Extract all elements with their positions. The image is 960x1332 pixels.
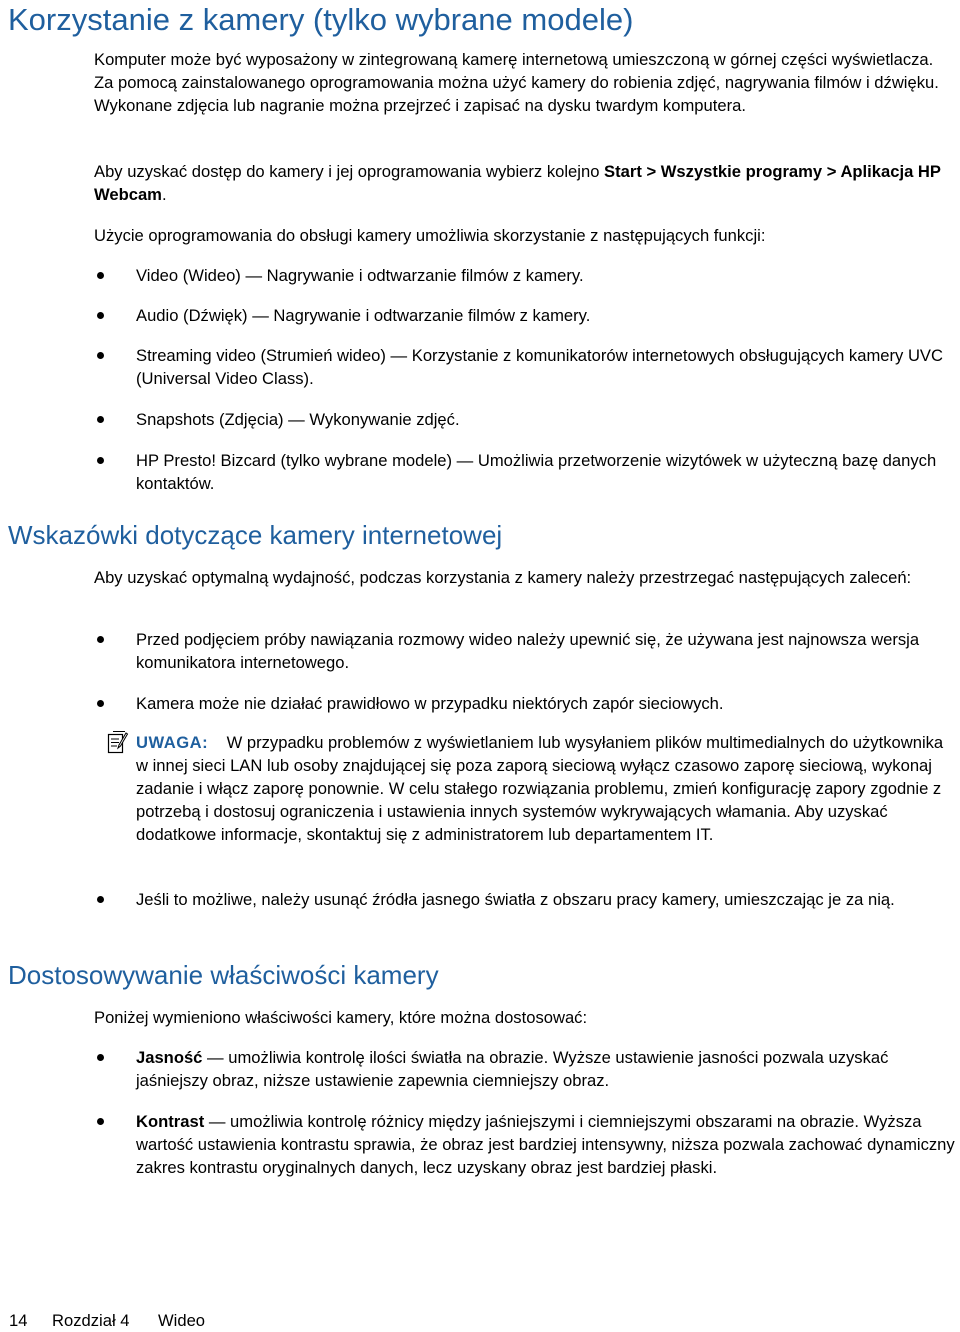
list-item-contrast: Kontrast — umożliwia kontrolę różnicy między jaśniejszymi i ciemniejszymi obszarami na obrazie. Wyższa wartość ustawienia kontrastu sprawia, że obraz jest bardziej intensywny, niższa pozwala zachować dynamiczny zakres kontrastu oryginalnych danych, lecz uzyskany obraz jest bardziej płaski. xyxy=(136,1112,955,1177)
bullet-dot xyxy=(97,272,104,279)
term-brightness: Jasność xyxy=(136,1048,203,1067)
note-text: W przypadku problemów z wyświetlaniem lub wysyłaniem plików multimedialnych do użytkownika w innej sieci LAN lub osoby znajdującej się poza zaporą sieciową wyłącz czasowo zaporę sieciową, wykonaj zadanie i włącz zaporę ponownie. W celu stałego rozwiązania problemu, zmień konfigurację zapory zgodnie z potrzebą i dostosuj ograniczenia i ustawienia innych systemów wykrywających włamania. Aby uzyskać dodatkowe informacje, skontaktuj się z administratorem lub departamentem IT. xyxy=(136,733,944,844)
list-item-update-messenger: Przed podjęciem próby nawiązania rozmowy wideo należy upewnić się, że używana jest najnowsza wersja komunikatora internetowego. xyxy=(136,630,920,672)
properties-intro-paragraph: Poniżej wymieniono właściwości kamery, które można dostosować: xyxy=(94,1008,588,1027)
list-item-firewall: Kamera może nie działać prawidłowo w przypadku niektórych zapór sieciowych. xyxy=(136,694,724,713)
note-callout xyxy=(136,731,958,846)
footer-chapter-title: Wideo xyxy=(158,1311,206,1330)
bullet-dot xyxy=(97,312,104,319)
functions-intro-paragraph: Użycie oprogramowania do obsługi kamery umożliwia skorzystanie z następujących funkcji: xyxy=(94,226,766,245)
footer-chapter: Rozdział 4 xyxy=(52,1311,130,1330)
camera-intro-paragraph: Komputer może być wyposażony w zintegrowaną kamerę internetową umieszczoną w górnej części wyświetlacza. Za pomocą zainstalowanego oprogramowania można użyć kamery do robienia zdjęć, nagrywania filmów i dźwięku. Wykonane zdjęcia lub nagranie można przejrzeć i zapisać na dysku twardym komputera. xyxy=(94,50,939,115)
note-label: UWAGA: xyxy=(136,733,209,752)
bullet-dot xyxy=(97,1118,104,1125)
list-item-snapshots: Snapshots (Zdjęcia) — Wykonywanie zdjęć. xyxy=(136,410,460,429)
access-path: Start > Wszystkie programy > Aplikacja HP Webcam xyxy=(94,162,941,204)
note-icon xyxy=(107,731,129,755)
tips-intro-paragraph: Aby uzyskać optymalną wydajność, podczas korzystania z kamery należy przestrzegać następujących zaleceń: xyxy=(94,568,912,587)
section-title-camera-usage: Korzystanie z kamery (tylko wybrane modele) xyxy=(8,2,634,37)
list-item-bizcard: HP Presto! Bizcard (tylko wybrane modele) — Umożliwia przetworzenie wizytówek w użyteczną bazę danych kontaktów. xyxy=(136,451,937,493)
access-paragraph: Aby uzyskać dostęp do kamery i jej oprogramowania wybierz kolejno Start > Wszystkie programy > Aplikacja HP Webcam. xyxy=(94,162,941,204)
page-number: 14 xyxy=(9,1311,28,1330)
list-item-video: Video (Wideo) — Nagrywanie i odtwarzanie filmów z kamery. xyxy=(136,266,584,285)
bullet-dot xyxy=(97,896,104,903)
list-item-audio: Audio (Dźwięk) — Nagrywanie i odtwarzanie filmów z kamery. xyxy=(136,306,591,325)
section-title-webcam-tips: Wskazówki dotyczące kamery internetowej xyxy=(8,520,503,550)
list-item-streaming: Streaming video (Strumień wideo) — Korzystanie z komunikatorów internetowych obsługujących kamery UVC (Universal Video Class). xyxy=(136,346,943,388)
bullet-dot xyxy=(97,352,104,359)
section-title-camera-properties: Dostosowywanie właściwości kamery xyxy=(8,960,439,990)
bullet-dot xyxy=(97,416,104,423)
bullet-dot xyxy=(97,700,104,707)
bullet-dot xyxy=(97,457,104,464)
list-item-light-source: Jeśli to możliwe, należy usunąć źródła jasnego światła z obszaru pracy kamery, umieszczając je za nią. xyxy=(136,890,895,909)
term-contrast: Kontrast xyxy=(136,1112,205,1131)
bullet-dot xyxy=(97,1054,104,1061)
bullet-dot xyxy=(97,636,104,643)
list-item-brightness: Jasność — umożliwia kontrolę ilości światła na obrazie. Wyższe ustawienie jasności pozwala uzyskać jaśniejszy obraz, niższe ustawienie zapewnia ciemniejszy obraz. xyxy=(136,1048,889,1090)
